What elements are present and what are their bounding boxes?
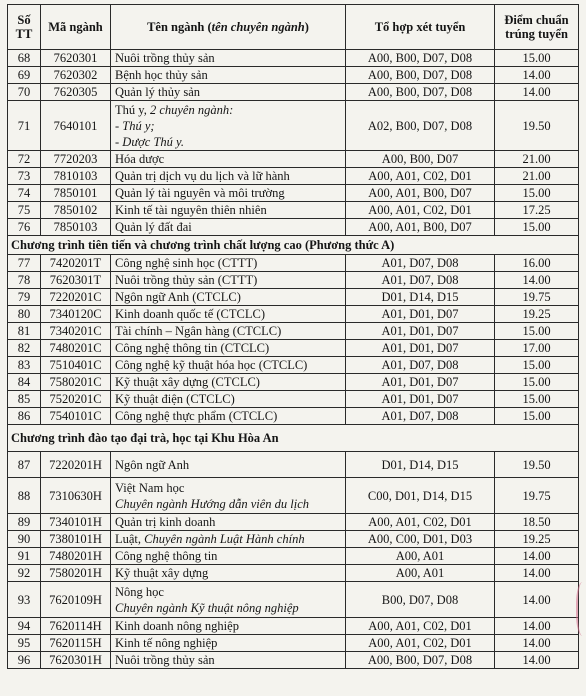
cell-combo: A00, B00, D07, D08 (346, 652, 495, 669)
cell-name: Thú y, 2 chuyên ngành: - Thú y; - Dược Thú y. (111, 101, 346, 151)
table-row (8, 531, 579, 548)
cell-code: 7620301T (41, 272, 111, 289)
cell-name: Tài chính – Ngân hàng (CTCLC) (111, 323, 346, 340)
cell-code: 7580201H (41, 565, 111, 582)
table-header-row (8, 5, 579, 50)
cell-name: Luật, Chuyên ngành Luật Hành chính (111, 531, 346, 548)
cell-score: 21.00 (495, 168, 579, 185)
cell-score: 14.00 (495, 652, 579, 669)
cell-stt: 93 (8, 582, 41, 618)
cell-stt: 86 (8, 408, 41, 425)
table-row (8, 514, 579, 531)
cell-name: Nuôi trồng thủy sản (CTTT) (111, 272, 346, 289)
cell-stt: 81 (8, 323, 41, 340)
cell-score: 14.00 (495, 565, 579, 582)
cell-name: Quản lý thủy sản (111, 84, 346, 101)
cell-name: Bệnh học thủy sản (111, 67, 346, 84)
cell-stt: 94 (8, 618, 41, 635)
cell-code: 7850102 (41, 202, 111, 219)
section-header-row (8, 236, 579, 255)
table-row (8, 168, 579, 185)
cell-score: 16.00 (495, 255, 579, 272)
cell-code: 7340101H (41, 514, 111, 531)
table-row (8, 548, 579, 565)
cell-score: 14.00 (495, 272, 579, 289)
cell-code: 7640101 (41, 101, 111, 151)
cell-code: 7540101C (41, 408, 111, 425)
cell-code: 7380101H (41, 531, 111, 548)
cell-name: Quản trị kinh doanh (111, 514, 346, 531)
table-row (8, 67, 579, 84)
header-stt: Số TT (8, 5, 41, 50)
cell-name: Công nghệ sinh học (CTTT) (111, 255, 346, 272)
table-row (8, 374, 579, 391)
table-row (8, 255, 579, 272)
cell-code: 7340201C (41, 323, 111, 340)
cell-stt: 70 (8, 84, 41, 101)
cell-name: Hóa dược (111, 151, 346, 168)
table-row (8, 272, 579, 289)
cell-name: Quản lý đất đai (111, 219, 346, 236)
cell-stt: 73 (8, 168, 41, 185)
cell-code: 7620302 (41, 67, 111, 84)
section-title: Chương trình tiên tiến và chương trình chất lượng cao (Phương thức A) (8, 236, 579, 255)
cell-combo: A00, A01 (346, 548, 495, 565)
cell-name: Kinh tế nông nghiệp (111, 635, 346, 652)
table-row (8, 565, 579, 582)
cell-name: Ngôn ngữ Anh (111, 452, 346, 478)
cell-code: 7510401C (41, 357, 111, 374)
cell-code: 7850101 (41, 185, 111, 202)
cell-stt: 83 (8, 357, 41, 374)
cell-combo: A00, A01 (346, 565, 495, 582)
cell-stt: 88 (8, 478, 41, 514)
cell-score: 15.00 (495, 323, 579, 340)
cell-score: 15.00 (495, 185, 579, 202)
table-row (8, 289, 579, 306)
cell-stt: 77 (8, 255, 41, 272)
cell-combo: A00, A01, B00, D07 (346, 219, 495, 236)
table-row (8, 202, 579, 219)
header-code: Mã ngành (41, 5, 111, 50)
cell-code: 7520201C (41, 391, 111, 408)
table-row (8, 323, 579, 340)
cell-stt: 96 (8, 652, 41, 669)
cell-name: Công nghệ kỹ thuật hóa học (CTCLC) (111, 357, 346, 374)
cell-stt: 79 (8, 289, 41, 306)
cell-combo: A00, A01, C02, D01 (346, 202, 495, 219)
cell-combo: A01, D07, D08 (346, 255, 495, 272)
cell-name: Kỹ thuật xây dựng (CTCLC) (111, 374, 346, 391)
section-header-row (8, 425, 579, 452)
cell-stt: 80 (8, 306, 41, 323)
cell-stt: 90 (8, 531, 41, 548)
cell-combo: D01, D14, D15 (346, 452, 495, 478)
cell-code: 7220201H (41, 452, 111, 478)
cell-code: 7850103 (41, 219, 111, 236)
table-row (8, 478, 579, 514)
cell-stt: 75 (8, 202, 41, 219)
cell-name: Ngôn ngữ Anh (CTCLC) (111, 289, 346, 306)
cell-combo: A00, B00, D07, D08 (346, 50, 495, 67)
cell-score: 17.25 (495, 202, 579, 219)
cell-name: Nông học Chuyên ngành Kỹ thuật nông nghiệp (111, 582, 346, 618)
header-combo: Tổ hợp xét tuyển (346, 5, 495, 50)
cell-code: 7620305 (41, 84, 111, 101)
cell-code: 7480201C (41, 340, 111, 357)
header-score: Điểm chuẩn trúng tuyển (495, 5, 579, 50)
cell-score: 18.50 (495, 514, 579, 531)
cell-name: Kinh doanh quốc tế (CTCLC) (111, 306, 346, 323)
cell-score: 19.75 (495, 289, 579, 306)
table-row (8, 306, 579, 323)
cell-stt: 68 (8, 50, 41, 67)
cell-stt: 74 (8, 185, 41, 202)
cell-stt: 91 (8, 548, 41, 565)
cell-combo: A01, D01, D07 (346, 340, 495, 357)
cell-combo: A01, D07, D08 (346, 357, 495, 374)
cell-score: 19.25 (495, 531, 579, 548)
cell-combo: A00, A01, B00, D07 (346, 185, 495, 202)
cell-code: 7810103 (41, 168, 111, 185)
admission-score-table (7, 4, 579, 669)
cell-score: 17.00 (495, 340, 579, 357)
cell-stt: 85 (8, 391, 41, 408)
cell-code: 7580201C (41, 374, 111, 391)
cell-code: 7620301 (41, 50, 111, 67)
cell-stt: 95 (8, 635, 41, 652)
cell-score: 15.00 (495, 219, 579, 236)
cell-combo: C00, D01, D14, D15 (346, 478, 495, 514)
cell-score: 14.00 (495, 84, 579, 101)
cell-name: Kỹ thuật điện (CTCLC) (111, 391, 346, 408)
cell-code: 7620114H (41, 618, 111, 635)
cell-code: 7480201H (41, 548, 111, 565)
cell-score: 14.00 (495, 67, 579, 84)
cell-name: Kinh doanh nông nghiệp (111, 618, 346, 635)
cell-combo: A01, D01, D07 (346, 374, 495, 391)
cell-combo: D01, D14, D15 (346, 289, 495, 306)
cell-stt: 82 (8, 340, 41, 357)
cell-score: 15.00 (495, 357, 579, 374)
table-row (8, 101, 579, 151)
cell-stt: 92 (8, 565, 41, 582)
cell-name: Quản lý tài nguyên và môi trường (111, 185, 346, 202)
table-row (8, 408, 579, 425)
cell-score: 15.00 (495, 374, 579, 391)
cell-score: 15.00 (495, 408, 579, 425)
cell-code: 7620301H (41, 652, 111, 669)
cell-name: Nuôi trồng thủy sản (111, 652, 346, 669)
table-row (8, 219, 579, 236)
table-row (8, 618, 579, 635)
cell-combo: A00, C00, D01, D03 (346, 531, 495, 548)
cell-stt: 78 (8, 272, 41, 289)
cell-name: Nuôi trồng thủy sản (111, 50, 346, 67)
cell-combo: B00, D07, D08 (346, 582, 495, 618)
cell-name: Kinh tế tài nguyên thiên nhiên (111, 202, 346, 219)
cell-name: Công nghệ thực phẩm (CTCLC) (111, 408, 346, 425)
cell-name: Công nghệ thông tin (CTCLC) (111, 340, 346, 357)
cell-name: Kỹ thuật xây dựng (111, 565, 346, 582)
cell-score: 15.00 (495, 50, 579, 67)
cell-combo: A00, B00, D07 (346, 151, 495, 168)
cell-code: 7620115H (41, 635, 111, 652)
cell-combo: A01, D01, D07 (346, 306, 495, 323)
cell-combo: A00, B00, D07, D08 (346, 84, 495, 101)
table-row (8, 357, 579, 374)
table-row (8, 582, 579, 618)
cell-score: 21.00 (495, 151, 579, 168)
table-row (8, 391, 579, 408)
cell-combo: A01, D01, D07 (346, 323, 495, 340)
section-title: Chương trình đào tạo đại trà, học tại Khu Hòa An (8, 425, 579, 452)
cell-combo: A00, A01, C02, D01 (346, 168, 495, 185)
cell-combo: A00, B00, D07, D08 (346, 67, 495, 84)
cell-stt: 89 (8, 514, 41, 531)
table-row (8, 50, 579, 67)
cell-code: 7340120C (41, 306, 111, 323)
cell-combo: A00, A01, C02, D01 (346, 618, 495, 635)
table-row (8, 340, 579, 357)
cell-score: 14.00 (495, 635, 579, 652)
cell-code: 7420201T (41, 255, 111, 272)
cell-stt: 76 (8, 219, 41, 236)
cell-combo: A00, A01, C02, D01 (346, 514, 495, 531)
cell-score: 19.25 (495, 306, 579, 323)
cell-code: 7310630H (41, 478, 111, 514)
cell-name: Công nghệ thông tin (111, 548, 346, 565)
cell-name: Việt Nam học Chuyên ngành Hướng dẫn viên du lịch (111, 478, 346, 514)
table-row (8, 151, 579, 168)
table-row (8, 84, 579, 101)
table-row (8, 185, 579, 202)
cell-stt: 71 (8, 101, 41, 151)
table-row (8, 652, 579, 669)
cell-stt: 87 (8, 452, 41, 478)
cell-score: 19.75 (495, 478, 579, 514)
cell-name: Quản trị dịch vụ du lịch và lữ hành (111, 168, 346, 185)
cell-code: 7620109H (41, 582, 111, 618)
cell-combo: A00, A01, C02, D01 (346, 635, 495, 652)
cell-stt: 84 (8, 374, 41, 391)
cell-combo: A01, D07, D08 (346, 408, 495, 425)
cell-code: 7720203 (41, 151, 111, 168)
header-name: Tên ngành (tên chuyên ngành) (111, 5, 346, 50)
cell-stt: 72 (8, 151, 41, 168)
table-row (8, 452, 579, 478)
cell-combo: A01, D07, D08 (346, 272, 495, 289)
cell-combo: A01, D01, D07 (346, 391, 495, 408)
cell-score: 14.00 (495, 618, 579, 635)
stamp-mark (576, 582, 586, 636)
cell-code: 7220201C (41, 289, 111, 306)
cell-score: 14.00 (495, 548, 579, 565)
table-row (8, 635, 579, 652)
cell-score: 15.00 (495, 391, 579, 408)
cell-stt: 69 (8, 67, 41, 84)
cell-score: 19.50 (495, 101, 579, 151)
cell-score: 14.00 (495, 582, 579, 618)
cell-combo: A02, B00, D07, D08 (346, 101, 495, 151)
cell-score: 19.50 (495, 452, 579, 478)
